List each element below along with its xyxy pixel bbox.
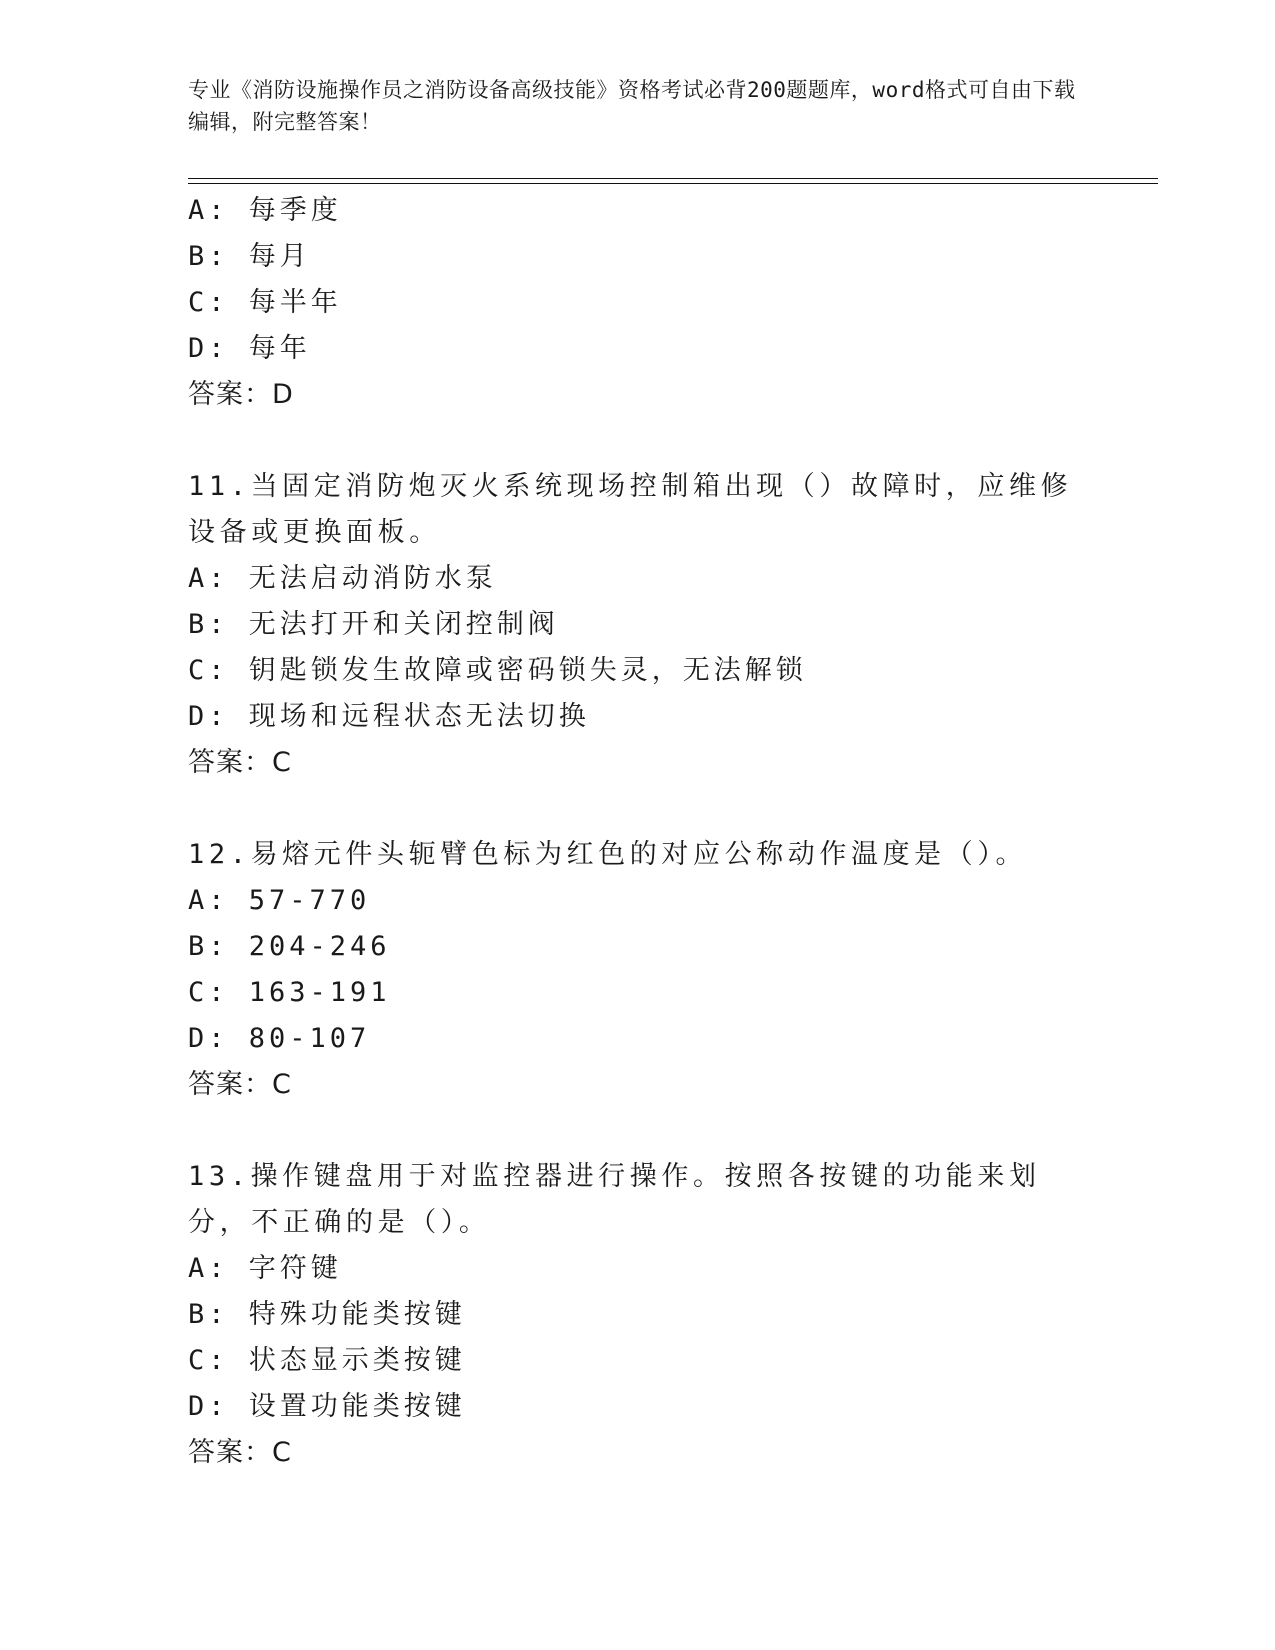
option-b: B: 每月 (188, 241, 311, 272)
option-d: D: 现场和远程状态无法切换 (188, 701, 590, 732)
answer-line: 答案：C (188, 1437, 292, 1468)
question-list (188, 188, 1073, 1522)
question-stem: 11.当固定消防炮灭火系统现场控制箱出现（）故障时，应维修设备或更换面板。 (188, 471, 1073, 548)
option-b: B: 无法打开和关闭控制阀 (188, 609, 559, 640)
answer-line: 答案：C (188, 747, 292, 778)
question-stem: 12.易熔元件头轭臂色标为红色的对应公称动作温度是（）。 (188, 839, 1028, 870)
option-d: D: 80-107 (188, 1023, 371, 1054)
option-d: D: 每年 (188, 333, 311, 364)
option-b: B: 特殊功能类按键 (188, 1299, 466, 1330)
header-rule-bottom (188, 183, 1158, 184)
option-a: A: 无法启动消防水泵 (188, 563, 497, 594)
answer-line: 答案：C (188, 1069, 292, 1100)
question-stem: 13.操作键盘用于对监控器进行操作。按照各按键的功能来划分，不正确的是（）。 (188, 1161, 1041, 1238)
option-a: A: 字符键 (188, 1253, 342, 1284)
answer-line: 答案：D (188, 379, 294, 410)
partial-question (188, 188, 1068, 418)
option-c: C: 每半年 (188, 287, 342, 318)
option-c: C: 状态显示类按键 (188, 1345, 466, 1376)
question-11 (188, 464, 1073, 786)
question-12 (188, 832, 1068, 1108)
option-b: B: 204-246 (188, 931, 391, 962)
header-rule-top (188, 178, 1158, 179)
question-13 (188, 1154, 1068, 1476)
option-c: C: 163-191 (188, 977, 391, 1008)
option-a: A: 每季度 (188, 195, 342, 226)
option-a: A: 57-770 (188, 885, 371, 916)
document-header: 专业《消防设施操作员之消防设备高级技能》资格考试必背200题题库，word格式可自由下载编辑，附完整答案！ (188, 78, 1076, 134)
option-d: D: 设置功能类按键 (188, 1391, 466, 1422)
option-c: C: 钥匙锁发生故障或密码锁失灵，无法解锁 (188, 655, 807, 686)
